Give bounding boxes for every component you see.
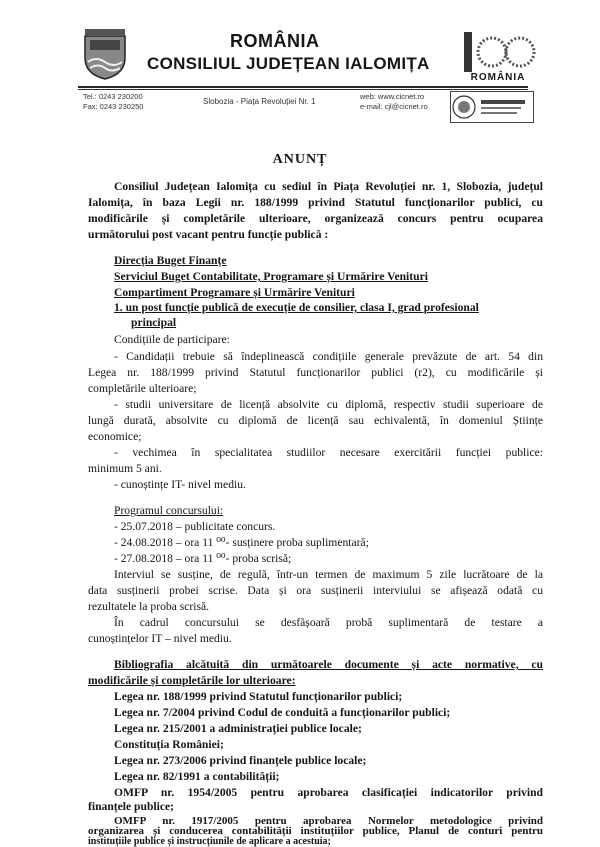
condition-line: completările ulterioare; bbox=[88, 382, 197, 395]
conditions-heading: Condițiile de participare: bbox=[114, 333, 230, 346]
header-email: e-mail: cjl@cicnet.ro bbox=[360, 102, 428, 111]
intro-line: Consiliul Județean Ialomița cu sediul în Piața Revoluției nr. 1, Slobozia, județul bbox=[114, 180, 543, 193]
county-coat-of-arms-icon bbox=[82, 28, 128, 80]
bibliography-item: Legea nr. 82/1991 a contabilității; bbox=[114, 770, 280, 783]
bibliography-item: OMFP nr. 1917/2005 pentru aprobarea Normelor metodologice privind bbox=[114, 815, 543, 827]
condition-line: minimum 5 ani. bbox=[88, 462, 162, 475]
bibliography-item: Legea nr. 215/2001 a administrației publice locale; bbox=[114, 722, 362, 735]
bibliography-item: OMFP nr. 1954/2005 pentru aprobarea clasificației indicatorilor privind bbox=[114, 786, 543, 799]
centenar-label: ROMÂNIA bbox=[470, 72, 526, 83]
serviciul-name: Serviciul Buget Contabilitate, Programare și Urmărire Venituri bbox=[114, 270, 428, 283]
header-fax: Fax: 0243 230250 bbox=[83, 102, 144, 111]
bibliography-item: instituțiile publice și instrucțiunile de aplicare a acestuia; bbox=[88, 836, 331, 847]
bibliography-item: Legea nr. 273/2006 privind finanțele publice locale; bbox=[114, 754, 367, 767]
bibliography-item: organizarea și conducerea contabilității instituțiilor publice, Planul de conturi pentru bbox=[88, 825, 543, 837]
post-description: 1. un post funcție publică de execuție de consilier, clasa I, grad profesional bbox=[114, 301, 479, 314]
header-divider bbox=[78, 86, 528, 88]
header-divider-thin bbox=[78, 89, 528, 90]
compartiment-name: Compartiment Programare și Urmărire Venituri bbox=[114, 286, 355, 299]
it-test-line: cunoștințelor IT – nivel mediu. bbox=[88, 632, 232, 645]
header-address: Slobozia - Piața Revoluției Nr. 1 bbox=[203, 97, 316, 106]
bibliography-item: finanțele publice; bbox=[88, 800, 174, 813]
program-line: - 27.08.2018 – ora 11 ⁰⁰- proba scrisă; bbox=[114, 552, 292, 565]
condition-line: lungă durată, absolvite cu diplomă de licență sau echivalentă, în domeniul Științe bbox=[88, 414, 543, 427]
bibliography-item: Legea nr. 7/2004 privind Codul de conduită a funcționarilor publici; bbox=[114, 706, 451, 719]
certification-seal-icon bbox=[450, 91, 534, 123]
condition-line: - Candidații trebuie să îndeplinească condițiile generale prevăzute de art. 54 din bbox=[114, 350, 543, 363]
program-heading: Programul concursului: bbox=[114, 504, 224, 517]
directia-name: Direcția Buget Finanțe bbox=[114, 254, 227, 267]
intro-line: următorului post vacant pentru funcție publică : bbox=[88, 228, 329, 241]
announcement-title: ANUNȚ bbox=[272, 152, 328, 167]
condition-line: - vechimea în specialitatea studiilor necesare exercitării funcției publice: bbox=[114, 446, 543, 459]
header-phone: Tel.: 0243 230200 bbox=[83, 92, 143, 101]
interview-line: Interviul se susține, de regulă, într-un termen de maximum 5 zile lucrătoare de la bbox=[114, 568, 543, 581]
program-line: - 24.08.2018 – ora 11 ⁰⁰- susținere proba suplimentară; bbox=[114, 536, 369, 549]
header-country: ROMÂNIA bbox=[230, 31, 320, 51]
condition-line: - studii universitare de licență absolvite cu diplomă, respectiv studii superioare de bbox=[114, 398, 543, 411]
interview-line: rezultatele la proba scrisă. bbox=[88, 600, 210, 613]
post-description-cont: principal bbox=[131, 316, 177, 329]
intro-line: modificările și completările ulterioare, organizează concurs pentru ocuparea bbox=[88, 212, 543, 225]
condition-line: - cunoștințe IT- nivel mediu. bbox=[114, 478, 246, 491]
centenar-logo-icon bbox=[458, 28, 538, 78]
program-line: - 25.07.2018 – publicitate concurs. bbox=[114, 520, 276, 533]
intro-line: Ialomița, în baza Legii nr. 188/1999 privind Statutul funcționarilor publici, cu bbox=[88, 196, 543, 209]
condition-line: economice; bbox=[88, 430, 142, 443]
condition-line: Legea nr. 188/1999 privind Statutul funcționarilor publici (r2), cu modificările și bbox=[88, 366, 543, 379]
header-council-name: CONSILIUL JUDEȚEAN IALOMIȚA bbox=[147, 54, 430, 73]
bibliography-heading-cont: modificările și completările lor ulterioare: bbox=[88, 674, 296, 687]
bibliography-item: Legea nr. 188/1999 privind Statutul funcționarilor publici; bbox=[114, 690, 403, 703]
header-web: web: www.cicnet.ro bbox=[360, 92, 425, 101]
bibliography-heading: Bibliografia alcătuită din următoarele documente și acte normative, cu bbox=[114, 658, 543, 671]
it-test-line: În cadrul concursului se desfășoară probă suplimentară de testare a bbox=[114, 616, 543, 629]
interview-line: data susținerii probei scrise. Data și ora susținerii interviului se afișează odată cu bbox=[88, 584, 543, 597]
bibliography-item: Constituția României; bbox=[114, 738, 224, 751]
